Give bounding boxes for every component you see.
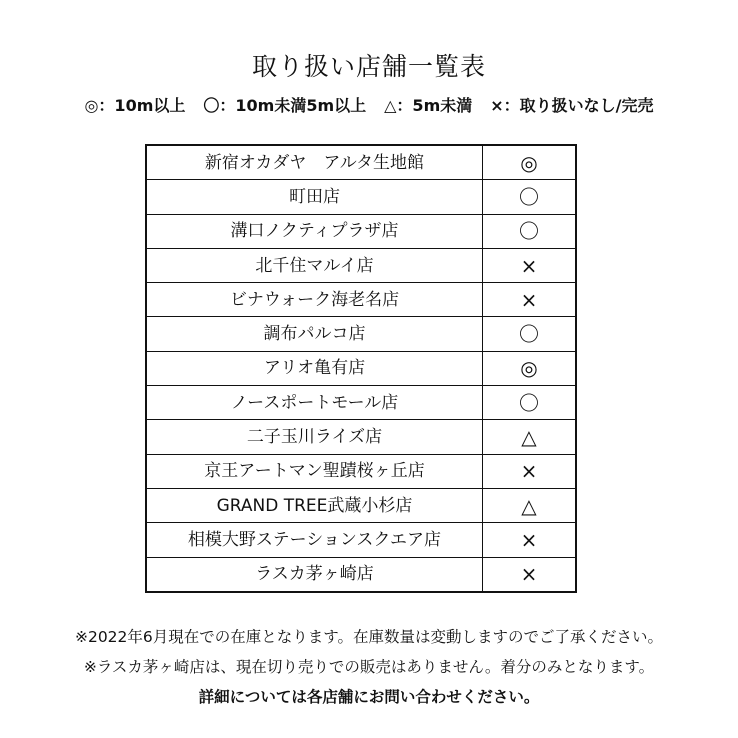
table-row	[146, 283, 576, 317]
stock-mark: ×	[483, 557, 577, 592]
store-name: 相模大野ステーションスクエア店	[146, 523, 483, 557]
store-name: 溝口ノクティプラザ店	[146, 214, 483, 248]
table-row	[146, 214, 576, 248]
stock-mark: △	[483, 488, 577, 522]
legend-item-circle: 〇：10m未満5m以上	[203, 96, 367, 115]
stock-mark: ◎	[483, 351, 577, 385]
stock-mark: ◎	[483, 145, 577, 180]
legend	[0, 95, 738, 117]
table-row	[146, 557, 576, 592]
note-contact-stores: 詳細については各店舗にお問い合わせください。	[198, 688, 540, 706]
stock-mark: ×	[483, 283, 577, 317]
store-name: 町田店	[146, 180, 483, 214]
table-row	[146, 180, 576, 214]
store-name: 二子玉川ライズ店	[146, 420, 483, 454]
table-row	[146, 420, 576, 454]
store-stock-table	[145, 144, 577, 593]
stock-mark: ×	[483, 248, 577, 282]
table-row	[146, 248, 576, 282]
table-row	[146, 454, 576, 488]
store-name: 新宿オカダヤ アルタ生地館	[146, 145, 483, 180]
table-row	[146, 523, 576, 557]
stock-mark: 〇	[483, 317, 577, 351]
notes	[0, 627, 738, 717]
legend-item-double-circle: ◎：10m以上	[84, 96, 186, 115]
note-stock-date: ※2022年6月現在での在庫となります。在庫数量は変動しますのでご了承ください。	[74, 628, 664, 646]
table-row	[146, 317, 576, 351]
legend-item-triangle: △：5m未満	[384, 96, 473, 115]
store-name: ノースポートモール店	[146, 386, 483, 420]
stock-mark: 〇	[483, 386, 577, 420]
store-name: 調布パルコ店	[146, 317, 483, 351]
legend-item-cross: ×：取り扱いなし/完売	[490, 96, 654, 115]
table-row	[146, 351, 576, 385]
stock-mark: ×	[483, 523, 577, 557]
store-name: GRAND TREE武蔵小杉店	[146, 488, 483, 522]
store-name: 京王アートマン聖蹟桜ヶ丘店	[146, 454, 483, 488]
store-name: 北千住マルイ店	[146, 248, 483, 282]
table-row	[146, 386, 576, 420]
store-name: ビナウォーク海老名店	[146, 283, 483, 317]
store-table-container	[145, 144, 577, 593]
stock-mark: △	[483, 420, 577, 454]
stock-mark: 〇	[483, 214, 577, 248]
table-row	[146, 145, 576, 180]
table-row	[146, 488, 576, 522]
note-lasca-chigasaki: ※ラスカ茅ヶ崎店は、現在切り売りでの販売はありません。着分のみとなります。	[83, 658, 655, 676]
stock-mark: 〇	[483, 180, 577, 214]
page-title: 取り扱い店舗一覧表	[251, 52, 486, 81]
stock-mark: ×	[483, 454, 577, 488]
store-name: ラスカ茅ヶ崎店	[146, 557, 483, 592]
store-name: アリオ亀有店	[146, 351, 483, 385]
